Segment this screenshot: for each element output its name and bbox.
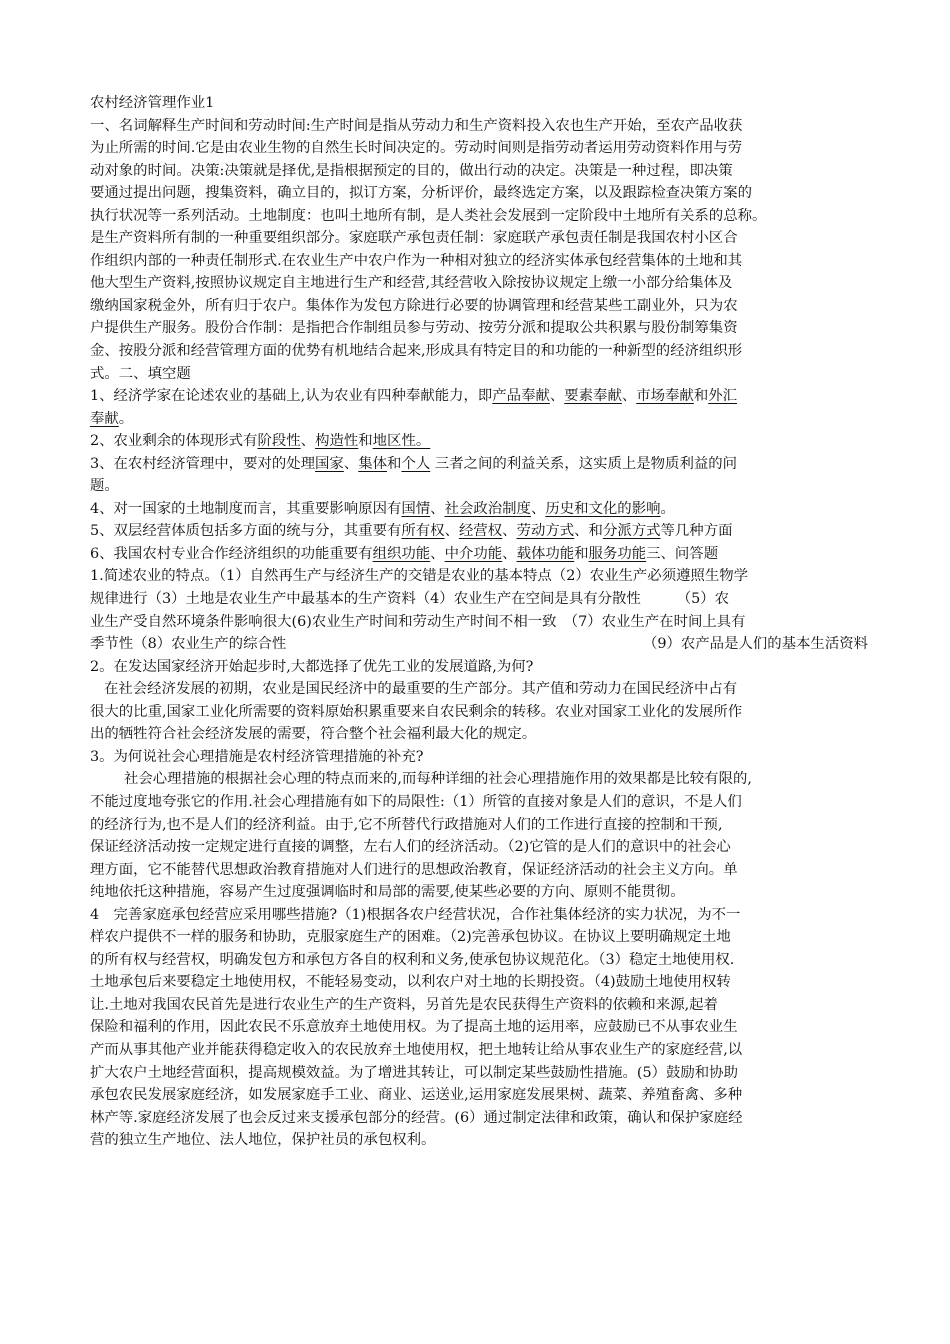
section-qa-2 [90,656,868,746]
fill-question-1-cont: 奉献。 [90,410,134,427]
answer-blank: 载体功能 [516,545,575,562]
text-line: 式。二、填空题 [90,365,191,382]
section-qa-4 [90,904,868,1152]
text-line: 缴纳国家税金外，所有归于农户。集体作为发包方除进行必要的协调管理和经营某些工副业外，只为农 [90,297,738,314]
fill-question-3-cont: 题。 [90,478,119,495]
text-line: 规律进行（3）土地是农业生产中最基本的生产资料（4）农业生产在空间是具有分散性 （5）农 [90,591,730,608]
text-line: 社会心理措施的根据社会心理的特点而来的,而每种详细的社会心理措施作用的效果都是比较有限的, [124,771,752,788]
answer-blank: 产品奉献 [492,388,550,405]
text-line: 样农户提供不一样的服务和协助，克服家庭生产的困难。（2)完善承包协议。在协议上要明确规定土地 [90,929,731,946]
text-line: 营的独立生产地位、法人地位，保护社员的承包权利。 [90,1132,436,1149]
text-line: 的所有权与经营权，明确发包方和承包方各自的权利和义务,使承包协议规范化。（3）稳定土地使用权. [90,951,735,968]
answer-blank: 所有权 [401,523,445,540]
text-line: 作组织内部的一种责任制形式.在农业生产中农户作为一种相对独立的经济实体承包经营集体的土地和其 [90,252,743,269]
answer-blank: 外汇 [708,388,738,405]
text-line: 在社会经济发展的初期，农业是国民经济中的最重要的生产部分。其产值和劳动力在国民经济中占有 [104,681,738,698]
text-line: 他大型生产资料,按照协议规定自主地进行生产和经营,其经营收入除按协议规定上缴一小部分给集体及 [90,275,733,292]
text-line: 执行状况等一系列活动。土地制度：也叫土地所有制，是人类社会发展到一定阶段中土地所有关系的总称。 [90,207,767,224]
text-line: 不能过度地夸张它的作用.社会心理措施有如下的局限性:（1）所管的直接对象是人们的意识，不是人们 [90,793,742,810]
answer-blank: 地区性。 [372,433,431,450]
answer-blank: 阶段性 [257,433,301,450]
answer-blank: 个人 [401,455,431,472]
text-line: 出的牺牲符合社会经济发展的需要，符合整个社会福利最大化的规定。 [90,726,537,743]
answer-blank: 经营权 [458,523,503,540]
question-heading: 2。在发达国家经济开始起步时,大都选择了优先工业的发展道路,为何? [90,658,534,675]
fill-question-4: 4、对一国家的土地制度而言，其重要影响原因有国情、社会政治制度、历史和文化的影响。 [90,500,675,517]
answer-blank: 国家 [315,455,344,472]
answer-blank: 分派方式 [602,523,661,540]
text-line: 保证经济活动按一定规定进行直接的调整，左右人们的经济活动。（2)它管的是人们的意识中的社会心 [90,839,731,856]
text-line: 承包农民发展家庭经济，如发展家庭手工业、商业、运送业,运用家庭发展果树、蔬菜、养殖畜禽、多种 [90,1087,743,1104]
text-line: 4 完善家庭承包经营应采用哪些措施?（1)根据各农户经营状况，合作社集体经济的实力状况，为不一 [90,906,741,923]
text-line: 一、名词解释生产时间和劳动时间:生产时间是指从劳动力和生产资料投入农也生产开始，至农产品收获 [90,117,743,134]
section-fill-in [90,385,868,565]
answer-blank: 组织功能 [372,545,431,562]
text-line: 纯地依托这种措施，容易产生过度强调临时和局部的需要,使某些必要的方向、原则不能贯彻。 [90,884,685,901]
answer-blank: 国情 [401,500,431,517]
text-line: 要通过提出问题，搜集资料，确立目的，拟订方案，分析评价，最终选定方案，以及跟踪检查决策方案的 [90,185,752,202]
answer-blank: 集体 [358,455,388,472]
text-line: 季节性（8）农业生产的综合性 （9）农产品是人们的基本生活资料 [90,636,868,653]
question-heading: 3。为何说社会心理措施是农村经济管理措施的补充? [90,748,424,765]
answer-blank: 要素奉献 [564,388,622,405]
text-line: 1.简述农业的特点。（1）自然再生产与经济生产的交错是农业的基本特点（2）农业生产必须遵照生物学 [90,568,749,585]
answer-blank: 构造性 [315,433,359,450]
section-definitions [90,115,868,386]
text-line: 让.土地对我国农民首先是进行农业生产的生产资料，另首先是农民获得生产资料的依赖和来源,起着 [90,996,718,1013]
answer-blank: 劳动方式 [516,523,575,540]
fill-question-6: 6、我国农村专业合作经济组织的功能重要有组织功能、中介功能、载体功能和服务功能三、问答题 [90,545,719,562]
text-line: 动对象的时间。决策:决策就是择优,是指根据预定的目的，做出行动的决定。决策是一种过程，即决策 [90,162,733,179]
answer-blank: 市场奉献 [636,388,694,405]
text-line: 业生产受自然环境条件影响很大(6)农业生产时间和劳动生产时间不相一致 （7）农业生产在时间上具有 [90,613,746,630]
text-line: 扩大农户土地经营面积，提高规模效益。为了增进其转让，可以制定某些鼓励性措施。(5）鼓励和协助 [90,1064,738,1081]
text-line: 保险和福利的作用，因此农民不乐意放弃土地使用权。为了提高土地的运用率，应鼓励已不从事农业生 [90,1019,738,1036]
text-line: 户提供生产服务。股份合作制：是指把合作制组员参与劳动、按劳分派和提取公共积累与股份制筹集资 [90,320,738,337]
document-title: 农村经济管理作业1 [90,95,215,111]
answer-blank: 历史和文化的影响 [545,500,661,517]
text-line: 的经济行为,也不是人们的经济利益。由于,它不所替代行政措施对人们的工作进行直接的控制和干预, [90,816,723,833]
text-line: 金、按股分派和经营管理方面的优势有机地结合起来,形成具有特定目的和功能的一种新型的经济组织形 [90,343,743,360]
text-line: 是生产资料所有制的一种重要组织部分。家庭联产承包责任制：家庭联产承包责任制是我国农村小区合 [90,230,738,247]
answer-blank: 社会政治制度 [444,500,531,517]
text-line: 产而从事其他产业并能获得稳定收入的农民放弃土地使用权，把土地转让给从事农业生产的家庭经营,以 [90,1041,743,1058]
section-qa-1 [90,565,868,655]
fill-question-1: 1、经济学家在论述农业的基础上,认为农业有四种奉献能力，即产品奉献、要素奉献、市场奉献和外汇 [90,388,738,405]
text-line: 为止所需的时间.它是由农业生物的自然生长时间决定的。劳动时间则是指劳动者运用劳动资料作用与劳 [90,140,743,157]
text-line: 土地承包后来要稳定土地使用权，不能轻易变动，以利农户对土地的长期投资。（4)鼓励土地使用权转 [90,974,731,991]
fill-question-5: 5、双层经营体质包括多方面的统与分，其重要有所有权、经营权、劳动方式、和分派方式等几种方面 [90,523,733,540]
text-line: 很大的比重,国家工业化所需要的资料原始积累重要来自农民剩余的转移。农业对国家工业化的发展所作 [90,703,743,720]
text-line: 理方面，它不能替代思想政治教育措施对人们进行的思想政治教育，保证经济活动的社会主义方向。单 [90,861,738,878]
fill-question-2: 2、农业剩余的体现形式有阶段性、构造性和地区性。 [90,433,431,450]
fill-question-3: 3、在农村经济管理中，要对的处理国家、集体和个人 三者之间的利益关系，这实质上是物质利益的问 [90,455,738,472]
answer-blank: 奉献 [90,410,119,427]
document-page [90,92,868,1152]
answer-blank: 中介功能 [444,545,503,562]
answer-blank: 服务功能 [588,545,647,562]
text-line: 林产等.家庭经济发展了也会反过来支援承包部分的经营。(6）通过制定法律和政策，确认和保护家庭经 [90,1109,743,1126]
section-qa-3 [90,746,868,904]
